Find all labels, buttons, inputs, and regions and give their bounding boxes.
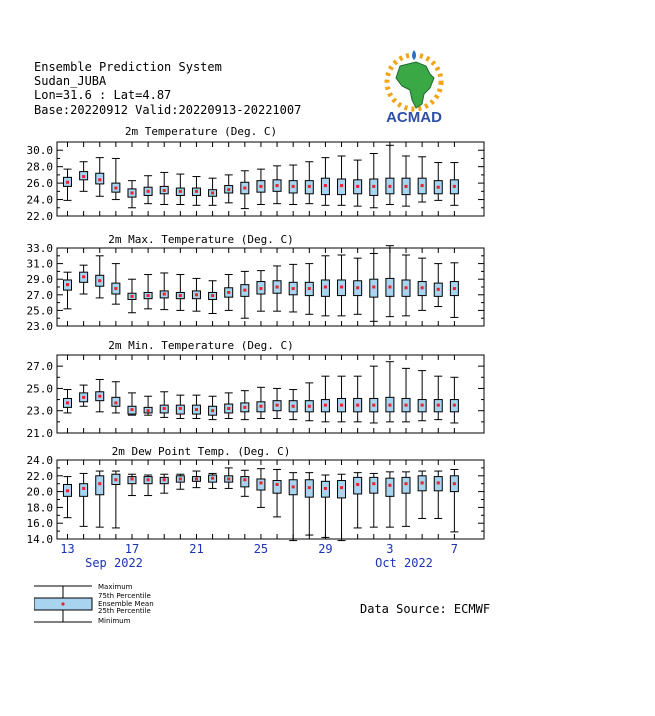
legend-mean-marker (61, 602, 64, 605)
mean-marker (421, 404, 424, 407)
mean-marker (227, 188, 230, 191)
mean-marker (195, 190, 198, 193)
mean-marker (324, 286, 327, 289)
legend-maximum: Maximum (98, 583, 133, 591)
legend-mean: Ensemble Mean (98, 600, 154, 608)
iqr-box (273, 481, 281, 494)
y-tick-label: 25.0 (26, 382, 53, 396)
header-dates: Base:20220912 Valid:20220913-20221007 (34, 103, 302, 117)
mean-marker (163, 407, 166, 410)
mean-marker (147, 478, 150, 481)
y-tick-label: 21.0 (26, 427, 53, 440)
mean-marker (276, 286, 279, 289)
y-tick-label: 18.0 (26, 501, 53, 515)
mean-marker (130, 408, 133, 411)
mean-marker (340, 286, 343, 289)
mean-marker (98, 279, 101, 282)
mean-marker (388, 286, 391, 289)
chart-legend (34, 582, 234, 628)
mean-marker (243, 406, 246, 409)
mean-marker (82, 396, 85, 399)
mean-marker (340, 486, 343, 489)
y-tick-label: 24.0 (26, 454, 53, 467)
mean-marker (98, 178, 101, 181)
mean-marker (437, 288, 440, 291)
y-tick-label: 14.0 (26, 533, 53, 546)
mean-marker (195, 293, 198, 296)
mean-marker (388, 404, 391, 407)
iqr-box (386, 478, 394, 496)
x-day-label: 25 (253, 542, 269, 556)
mean-marker (437, 404, 440, 407)
legend-p25: 25th Percentile (98, 607, 151, 615)
mean-marker (292, 185, 295, 188)
mean-marker (163, 293, 166, 296)
mean-marker (211, 477, 214, 480)
mean-marker (372, 185, 375, 188)
header-station: Sudan_JUBA (34, 74, 107, 88)
mean-marker (292, 485, 295, 488)
mean-marker (195, 408, 198, 411)
mean-marker (243, 289, 246, 292)
mean-marker (179, 190, 182, 193)
y-tick-label: 27.0 (26, 360, 53, 374)
x-month-label: Oct 2022 (375, 556, 433, 570)
x-day-label: 21 (189, 542, 204, 556)
mean-marker (453, 287, 456, 290)
mean-marker (388, 484, 391, 487)
iqr-box (402, 477, 410, 493)
x-day-label: 3 (386, 542, 394, 556)
mean-marker (227, 291, 230, 294)
legend-minimum: Minimum (98, 617, 131, 625)
mean-marker (421, 184, 424, 187)
mean-marker (163, 478, 166, 481)
mean-marker (82, 275, 85, 278)
mean-marker (130, 191, 133, 194)
mean-marker (179, 477, 182, 480)
mean-marker (243, 478, 246, 481)
mean-marker (437, 481, 440, 484)
mean-marker (405, 286, 408, 289)
mean-marker (308, 287, 311, 290)
y-tick-label: 33.0 (26, 242, 53, 255)
mean-marker (227, 407, 230, 410)
mean-marker (259, 481, 262, 484)
panel-title: 2m Max. Temperature (Deg. C) (108, 233, 294, 246)
mean-marker (405, 482, 408, 485)
panel-frame (57, 355, 484, 433)
iqr-box (80, 484, 88, 497)
mean-marker (453, 185, 456, 188)
mean-marker (356, 483, 359, 486)
iqr-box (338, 481, 346, 498)
mean-marker (195, 477, 198, 480)
data-source-label: Data Source: ECMWF (360, 602, 491, 616)
mean-marker (372, 286, 375, 289)
mean-marker (98, 395, 101, 398)
mean-marker (211, 191, 214, 194)
mean-marker (66, 489, 69, 492)
mean-marker (114, 187, 117, 190)
mean-marker (453, 482, 456, 485)
y-tick-label: 30.0 (26, 144, 53, 158)
mean-marker (421, 481, 424, 484)
x-day-label: 17 (124, 542, 140, 556)
mean-marker (147, 190, 150, 193)
y-tick-label: 23.0 (26, 404, 53, 418)
mean-marker (276, 404, 279, 407)
y-tick-label: 27.0 (26, 288, 53, 302)
y-tick-label: 22.0 (26, 210, 53, 223)
iqr-box (241, 477, 249, 487)
mean-marker (114, 401, 117, 404)
y-tick-label: 29.0 (26, 273, 53, 287)
mean-marker (130, 477, 133, 480)
header-coordinates: Lon=31.6 : Lat=4.87 (34, 88, 172, 102)
mean-marker (421, 286, 424, 289)
mean-marker (130, 295, 133, 298)
mean-marker (259, 185, 262, 188)
panel-title: 2m Min. Temperature (Deg. C) (108, 339, 294, 352)
mean-marker (276, 184, 279, 187)
y-tick-label: 26.0 (26, 177, 53, 191)
mean-marker (324, 487, 327, 490)
mean-marker (356, 185, 359, 188)
mean-marker (437, 186, 440, 189)
mean-marker (227, 477, 230, 480)
mean-marker (340, 404, 343, 407)
y-tick-label: 22.0 (26, 469, 53, 483)
mean-marker (98, 482, 101, 485)
y-tick-label: 25.0 (26, 304, 53, 318)
x-month-label: Sep 2022 (85, 556, 143, 570)
mean-marker (114, 287, 117, 290)
mean-marker (82, 487, 85, 490)
mean-marker (259, 405, 262, 408)
mean-marker (211, 294, 214, 297)
mean-marker (308, 486, 311, 489)
x-day-label: 7 (450, 542, 458, 556)
iqr-box (370, 477, 378, 493)
panel-frame (57, 460, 484, 539)
mean-marker (66, 283, 69, 286)
mean-marker (66, 181, 69, 184)
mean-marker (324, 404, 327, 407)
y-tick-label: 28.0 (26, 160, 53, 174)
y-tick-label: 23.0 (26, 320, 53, 333)
mean-marker (179, 294, 182, 297)
y-tick-label: 24.0 (26, 193, 53, 207)
mean-marker (179, 407, 182, 410)
y-tick-label: 20.0 (26, 485, 53, 499)
mean-marker (405, 185, 408, 188)
mean-marker (388, 185, 391, 188)
mean-marker (211, 409, 214, 412)
y-tick-label: 31.0 (26, 257, 53, 271)
x-day-label: 13 (60, 542, 75, 556)
logo-text: ACMAD (386, 109, 442, 126)
mean-marker (453, 404, 456, 407)
mean-marker (147, 409, 150, 412)
mean-marker (163, 189, 166, 192)
mean-marker (372, 482, 375, 485)
panel-title: 2m Dew Point Temp. (Deg. C) (111, 445, 291, 458)
mean-marker (276, 483, 279, 486)
mean-marker (114, 478, 117, 481)
mean-marker (259, 287, 262, 290)
mean-marker (308, 185, 311, 188)
legend-p75: 75th Percentile (98, 592, 151, 600)
iqr-box (96, 476, 104, 495)
mean-marker (82, 175, 85, 178)
header-title: Ensemble Prediction System (34, 60, 222, 74)
mean-marker (292, 405, 295, 408)
mean-marker (356, 404, 359, 407)
iqr-box (257, 479, 265, 490)
mean-marker (243, 187, 246, 190)
y-tick-label: 16.0 (26, 517, 53, 531)
mean-marker (147, 294, 150, 297)
mean-marker (324, 184, 327, 187)
panel-title: 2m Temperature (Deg. C) (124, 125, 278, 138)
mean-marker (356, 286, 359, 289)
mean-marker (66, 401, 69, 404)
x-day-label: 29 (318, 542, 333, 556)
mean-marker (340, 184, 343, 187)
mean-marker (308, 405, 311, 408)
mean-marker (372, 404, 375, 407)
mean-marker (292, 287, 295, 290)
mean-marker (405, 404, 408, 407)
